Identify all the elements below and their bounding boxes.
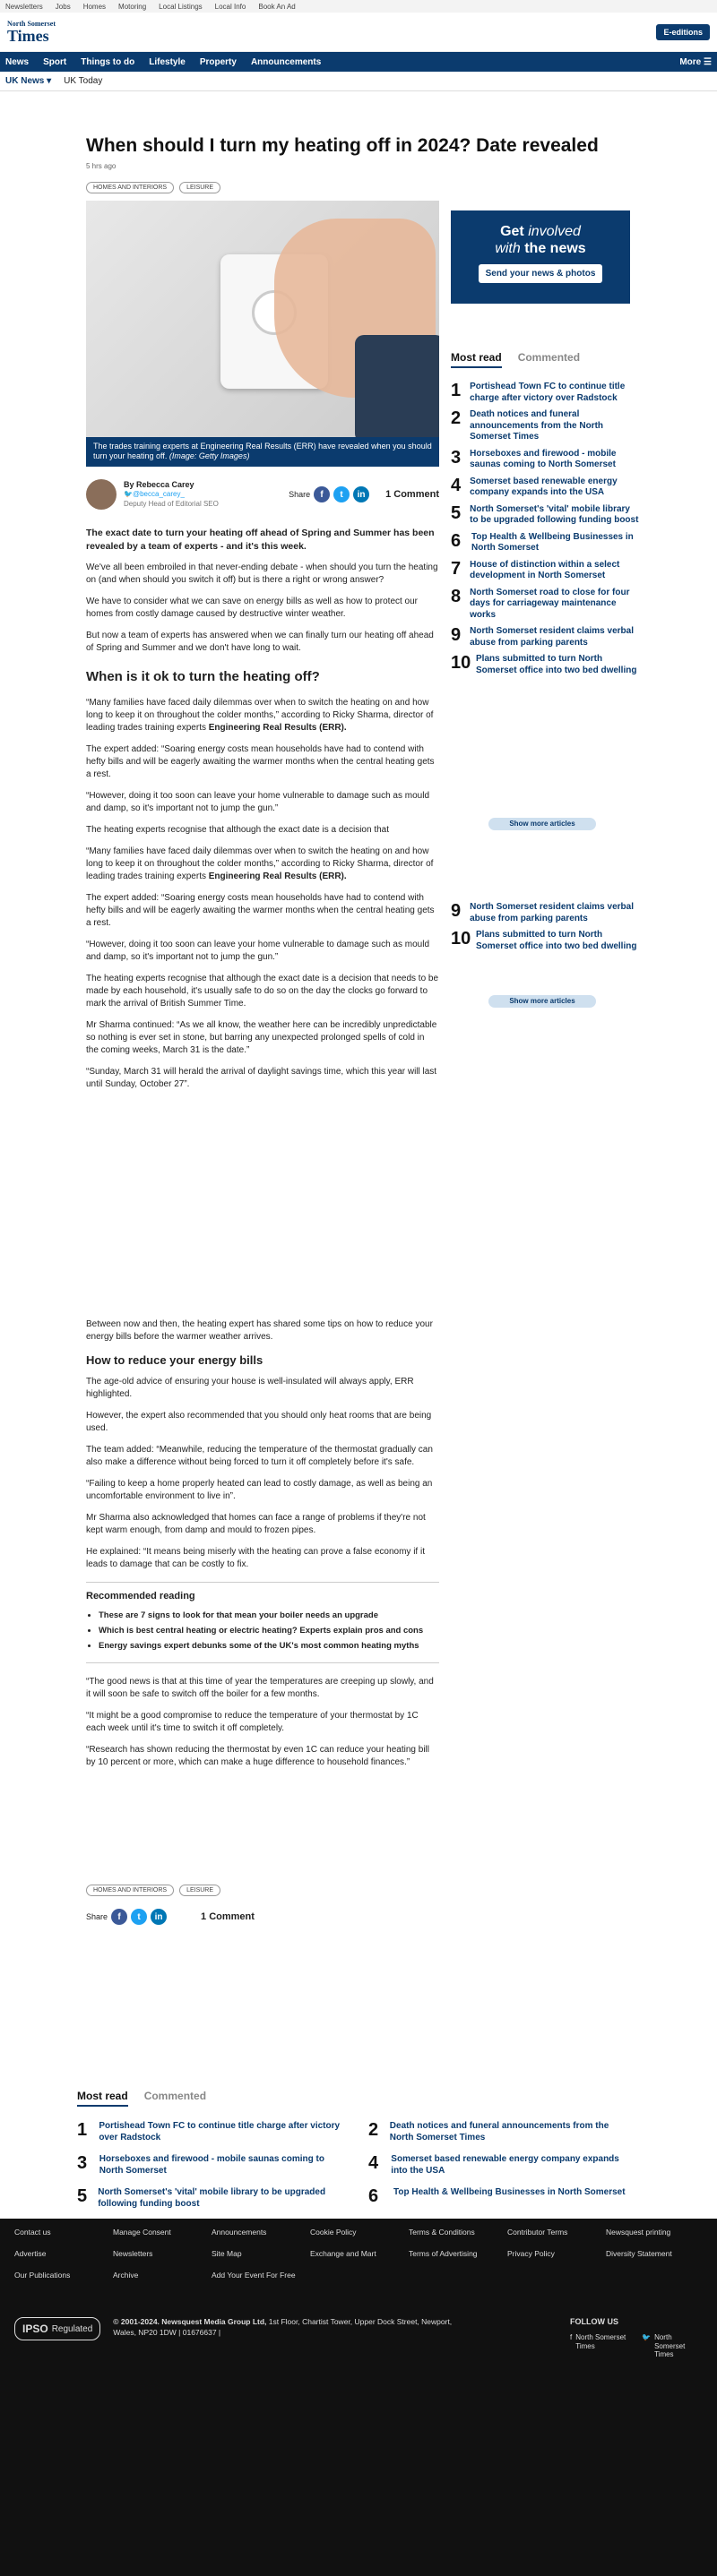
rank: 3 <box>77 2153 88 2173</box>
headline-link[interactable]: Death notices and funeral announcements from the North Somerset Times <box>470 409 604 442</box>
paragraph: But now a team of experts has answered when we can finally turn our heating off ahead of Spring and Summer and we don't have long to wait. <box>86 631 434 654</box>
facebook-share-icon[interactable]: f <box>314 486 330 502</box>
rank: 1 <box>451 381 462 400</box>
recommended-link[interactable]: Which is best central heating or electric heating? Experts explain pros and cons <box>99 1625 424 1636</box>
article-lead: The exact date to turn your heating off ahead of Spring and Summer has been revealed by a team of experts - and it's this week. <box>86 528 435 552</box>
tab-most-read[interactable]: Most read <box>451 351 502 368</box>
list-item[interactable] <box>451 930 639 952</box>
linkedin-share-icon[interactable]: in <box>151 1909 167 1925</box>
paragraph: “Research has shown reducing the thermostat by even 1C can reduce your heating bill by 10 percent or more, which can make a huge difference to household finances.” <box>86 1745 429 1768</box>
bottom-most-read <box>77 2090 633 2215</box>
list-item[interactable] <box>451 532 639 554</box>
paragraph: Mr Sharma continued: “As we all know, the weather here can be incredibly unpredictable so nothing is ever set in stone, but barring any unexpected prolonged spells of cold in the coming weeks, March 31 is the date.” <box>86 1020 437 1056</box>
promo-word: involved <box>528 224 581 239</box>
ipso-badge[interactable] <box>14 2317 100 2340</box>
article-tags-bottom <box>86 1885 220 1896</box>
nav-property[interactable]: Property <box>199 56 237 67</box>
nav-more-button[interactable] <box>679 57 712 67</box>
err-link[interactable]: Engineering Real Results (ERR). <box>208 872 347 882</box>
paragraph: However, the expert also recommended that you should only heat rooms that are being used. <box>86 1411 432 1434</box>
headline-link[interactable]: North Somerset resident claims verbal abuse from parking parents <box>470 902 634 923</box>
recommended-link[interactable]: These are 7 signs to look for that mean your boiler needs an upgrade <box>99 1610 378 1620</box>
list-item[interactable] <box>451 449 639 471</box>
footer-link[interactable]: Newsletters <box>113 2249 153 2258</box>
footer-link[interactable]: Terms of Advertising <box>409 2249 478 2258</box>
paragraph <box>86 697 439 734</box>
masthead <box>0 13 717 52</box>
linkedin-share-icon[interactable]: in <box>353 486 369 502</box>
paragraph: “However, doing it too soon can leave your home vulnerable to damage such as mould and damp, so it's important not to jump the gun.” <box>86 791 430 814</box>
headline-link[interactable]: Horseboxes and firewood - mobile saunas coming to North Somerset <box>99 2154 324 2176</box>
twitter-icon: 🐦 <box>124 490 133 499</box>
section-heading: When is it ok to turn the heating off? <box>86 669 320 685</box>
paragraph: Between now and then, the heating expert has shared some tips on how to reduce your energy bills before the warmer weather arrives. <box>86 1319 433 1342</box>
nav-sport[interactable]: Sport <box>43 56 67 67</box>
breadcrumb-uk-news[interactable] <box>5 76 51 86</box>
article-timestamp: 5 hrs ago <box>86 162 117 170</box>
breadcrumb <box>0 72 717 91</box>
topbar-jobs[interactable]: Jobs <box>55 2 71 11</box>
list-item[interactable] <box>451 626 639 648</box>
tag-leisure[interactable]: LEISURE <box>179 182 220 193</box>
share-bar <box>289 486 439 502</box>
most-read-list-sticky <box>451 902 639 957</box>
list-item[interactable] <box>451 654 639 676</box>
eeditions-button[interactable]: E-editions <box>656 24 710 40</box>
list-item[interactable] <box>451 382 639 404</box>
logo-line-1: North Somerset <box>7 19 56 28</box>
breadcrumb-uk-today[interactable]: UK Today <box>64 76 103 86</box>
footer-link[interactable]: Add Your Event For Free <box>212 2271 296 2280</box>
err-link[interactable]: Engineering Real Results (ERR). <box>208 723 347 734</box>
rank: 9 <box>451 901 462 921</box>
footer-link[interactable]: Our Publications <box>14 2271 71 2280</box>
site-footer <box>0 2219 717 2576</box>
paragraph: “It might be a good compromise to reduce the temperature of your thermostat by 1C each week until it's time to switch it off completely. <box>86 1711 419 1734</box>
show-more-button[interactable]: Show more articles <box>488 818 596 830</box>
footer-link[interactable]: Announcements <box>212 2228 267 2237</box>
headline-link[interactable]: Top Health & Wellbeing Businesses in North Somerset <box>471 531 634 553</box>
footer-link[interactable]: Terms & Conditions <box>409 2228 475 2237</box>
headline-link[interactable]: Horseboxes and firewood - mobile saunas coming to North Somerset <box>470 448 617 469</box>
tab-commented[interactable]: Commented <box>517 351 581 364</box>
headline-link[interactable]: Top Health & Wellbeing Businesses in North Somerset <box>393 2187 626 2197</box>
footer-link[interactable]: Privacy Policy <box>507 2249 555 2258</box>
rank: 10 <box>451 653 471 673</box>
tag-homes-and-interiors[interactable]: HOMES AND INTERIORS <box>86 182 174 193</box>
paragraph: The age-old advice of ensuring your house is well-insulated will always apply, ERR highlighted. <box>86 1377 414 1400</box>
footer-link[interactable]: Newsquest printing <box>606 2228 671 2237</box>
headline-link[interactable]: House of distinction within a select development in North Somerset <box>470 559 620 580</box>
ipso-label: IPSO <box>22 2323 48 2335</box>
footer-bottom <box>14 2317 704 2359</box>
rank: 5 <box>77 2186 88 2206</box>
headline-link[interactable]: Somerset based renewable energy company expands into the USA <box>391 2154 619 2176</box>
share-label: Share <box>289 490 311 499</box>
quote-text: “Many families have faced daily dilemmas over when to switch the heating on and how long to keep it on throughout the colder months,” according to Ricky Sharma, director of leading trades training experts <box>86 846 434 882</box>
nav-more-label: More <box>679 56 702 67</box>
list-item[interactable] <box>368 2121 633 2143</box>
section-heading: How to reduce your energy bills <box>86 1353 263 1367</box>
avatar[interactable] <box>86 479 117 510</box>
article-tags-top <box>86 182 220 193</box>
list-item[interactable] <box>77 2121 341 2143</box>
topbar-homes[interactable]: Homes <box>82 2 107 11</box>
copyright <box>113 2317 471 2339</box>
headline-link[interactable]: Portishead Town FC to continue title charge after victory over Radstock <box>99 2121 341 2142</box>
comments-link[interactable]: 1 Comment <box>385 489 439 500</box>
rank: 10 <box>451 929 471 949</box>
headline-link[interactable]: Death notices and funeral announcements from the North Somerset Times <box>389 2121 609 2142</box>
rank: 6 <box>451 530 462 551</box>
author-twitter-handle[interactable]: @becca_carey_ <box>132 490 185 499</box>
headline-link[interactable]: Plans submitted to turn North Somerset office into two bed dwelling <box>476 654 637 675</box>
paragraph: The expert added: “Soaring energy costs mean households have had to contend with hefty bills and will be eagerly awaiting the warmer months when the central heating gets a rest. <box>86 744 435 780</box>
topbar-newsletters[interactable]: Newsletters <box>5 2 43 11</box>
facebook-share-icon[interactable]: f <box>111 1909 127 1925</box>
list-item[interactable] <box>451 902 639 924</box>
list-item[interactable] <box>451 409 639 443</box>
most-read-tabs <box>77 2090 633 2107</box>
rank: 2 <box>368 2120 379 2140</box>
paragraph: We've all been embroiled in that never-ending debate - when should you turn the heating on (and when should you switch it off) but is there a right or wrong answer? <box>86 562 438 586</box>
list-item[interactable] <box>368 2187 633 2210</box>
footer-link[interactable]: Advertise <box>14 2249 47 2258</box>
rank: 9 <box>451 625 462 645</box>
footer-twitter-link[interactable] <box>642 2333 704 2359</box>
paragraph: The team added: “Meanwhile, reducing the temperature of the thermostat gradually can also make a difference without being forced to turn it off completely before it's safe. <box>86 1445 433 1468</box>
paragraph: We have to consider what we can save on energy bills as well as how to protect our homes from costly damage caused by destructive winter weather. <box>86 597 419 620</box>
most-read-list <box>451 382 639 682</box>
paragraph: The expert added: “Soaring energy costs mean households have had to contend with hefty bills and will be eagerly awaiting the warmer months when the central heating gets a rest. <box>86 893 435 929</box>
paragraph: “Sunday, March 31 will herald the arrival of daylight savings time, which this year will last until Sunday, October 27”. <box>86 1067 437 1090</box>
promo-word: the news <box>524 241 586 257</box>
list-item[interactable] <box>451 588 639 622</box>
tag-homes-and-interiors[interactable]: HOMES AND INTERIORS <box>86 1885 174 1896</box>
footer-link[interactable]: Contributor Terms <box>507 2228 568 2237</box>
tab-commented[interactable]: Commented <box>143 2090 207 2102</box>
topbar-local-listings[interactable]: Local Listings <box>159 2 203 11</box>
chevron-down-icon: ▾ <box>47 76 52 86</box>
main-nav <box>0 52 717 72</box>
tab-most-read[interactable]: Most read <box>77 2090 128 2107</box>
twitter-share-icon[interactable]: t <box>333 486 350 502</box>
recommended-title: Recommended reading <box>86 1591 195 1602</box>
most-read-grid <box>77 2121 633 2215</box>
list-item[interactable] <box>451 504 639 527</box>
logo-line-2: Times <box>7 26 49 45</box>
caption-credit: (Image: Getty Images) <box>168 451 250 461</box>
rank: 2 <box>451 408 462 428</box>
comments-link[interactable]: 1 Comment <box>201 1911 255 1922</box>
headline-link[interactable]: North Somerset's 'vital' mobile library to be upgraded following funding boost <box>470 503 639 525</box>
footer-link[interactable]: Contact us <box>14 2228 51 2237</box>
rank: 7 <box>451 558 462 579</box>
rank: 8 <box>451 586 462 606</box>
copyright-address: 1st Floor, Chartist Tower, Upper Dock Street, Newport, Wales, NP20 1DW | 01676637 | <box>113 2317 453 2337</box>
paragraph: He explained: “It means being miserly with the heating can prove a false economy if it leads to damage that can be costly to fix. <box>86 1547 425 1570</box>
article-title: When should I turn my heating off in 2024? Date revealed <box>86 135 599 156</box>
ipso-regulated: Regulated <box>51 2323 93 2334</box>
author-name[interactable]: By Rebecca Carey <box>124 479 194 489</box>
footer-link[interactable]: Exchange and Mart <box>310 2249 376 2258</box>
caption-text: The trades training experts at Engineering Real Results (ERR) have revealed when you should turn your heating off. <box>93 441 432 461</box>
footer-link[interactable]: Archive <box>113 2271 139 2280</box>
follow-us <box>570 2317 704 2359</box>
list-item[interactable] <box>77 2187 341 2210</box>
headline-link[interactable]: Portishead Town FC to continue title charge after victory over Radstock <box>470 382 626 403</box>
headline-link[interactable]: Plans submitted to turn North Somerset office into two bed dwelling <box>476 930 637 951</box>
rank: 1 <box>77 2120 88 2140</box>
recommended-reading <box>86 1582 439 1663</box>
list-item[interactable] <box>368 2154 633 2177</box>
share-bar-bottom <box>86 1909 255 1925</box>
footer-links <box>14 2228 704 2280</box>
rank: 6 <box>368 2186 379 2206</box>
footer-link[interactable]: Site Map <box>212 2249 242 2258</box>
image-caption <box>86 437 439 467</box>
facebook-label: North Somerset Times <box>575 2333 626 2350</box>
paragraph: “The good news is that at this time of year the temperatures are creeping up slowly, and it will soon be safe to switch off the boiler for a few months. <box>86 1677 434 1700</box>
author-role: Deputy Head of Editorial SEO <box>124 499 219 508</box>
paragraph: The heating experts recognise that although the exact date is a decision that <box>86 825 389 836</box>
tag-leisure[interactable]: LEISURE <box>179 1885 220 1896</box>
recommended-link[interactable]: Energy savings expert debunks some of the UK's most common heating myths <box>99 1641 419 1652</box>
copyright-owner: © 2001-2024. Newsquest Media Group Ltd, <box>113 2317 267 2326</box>
promo-word: with <box>495 241 521 257</box>
quote-text: “Many families have faced daily dilemmas over when to switch the heating on and how long to keep it on throughout the colder months,” according to Ricky Sharma, director of leading trades training experts <box>86 698 434 734</box>
list-item[interactable] <box>451 477 639 499</box>
news-promo <box>451 210 630 304</box>
rank: 4 <box>368 2153 379 2173</box>
topbar-motoring[interactable]: Motoring <box>118 2 147 11</box>
paragraph: The heating experts recognise that although the exact date is a decision that needs to be made by each household, it's usually safe to do so on the day the clocks go forward to mark the arrival of British Summer Time. <box>86 974 439 1009</box>
list-item[interactable] <box>77 2154 341 2177</box>
list-item[interactable] <box>451 560 639 582</box>
article-body-continued <box>86 1318 439 1778</box>
hero-image <box>86 201 439 467</box>
topbar-book-an-ad[interactable]: Book An Ad <box>258 2 296 11</box>
footer-facebook-link[interactable] <box>570 2333 627 2359</box>
headline-link[interactable]: North Somerset's 'vital' mobile library to be upgraded following funding boost <box>98 2187 326 2209</box>
topbar-local-info[interactable]: Local Info <box>214 2 246 11</box>
author-meta <box>124 480 219 509</box>
rank: 5 <box>451 502 462 523</box>
nav-lifestyle[interactable]: Lifestyle <box>149 56 186 67</box>
most-read-tabs <box>451 351 580 368</box>
rank: 3 <box>451 447 462 468</box>
rank: 4 <box>451 475 462 495</box>
twitter-icon: 🐦 <box>642 2333 652 2341</box>
nav-announcements[interactable]: Announcements <box>250 56 322 67</box>
breadcrumb-section-label: UK News <box>5 76 45 86</box>
top-utility-bar <box>0 0 717 13</box>
twitter-label: North Somerset Times <box>654 2333 686 2359</box>
promo-word: Get <box>500 224 524 239</box>
footer-link[interactable]: Cookie Policy <box>310 2228 357 2237</box>
headline-link[interactable]: Somerset based renewable energy company expands into the USA <box>470 476 618 497</box>
paragraph: Mr Sharma also acknowledged that homes can face a range of problems if they're not kept warm enough, from damp and mould to frozen pipes. <box>86 1513 426 1536</box>
paragraph: “However, doing it too soon can leave your home vulnerable to damage such as mould and damp, so it's important not to jump the gun.” <box>86 940 430 963</box>
footer-link[interactable]: Diversity Statement <box>606 2249 672 2258</box>
show-more-button[interactable]: Show more articles <box>488 995 596 1008</box>
site-logo[interactable] <box>7 21 56 44</box>
footer-link[interactable]: Manage Consent <box>113 2228 171 2237</box>
menu-icon: ☰ <box>704 56 712 67</box>
send-news-button[interactable]: Send your news & photos <box>479 264 603 283</box>
nav-things-to-do[interactable]: Things to do <box>81 56 135 67</box>
headline-link[interactable]: North Somerset resident claims verbal abuse from parking parents <box>470 626 634 648</box>
facebook-icon: f <box>570 2333 573 2341</box>
follow-heading: FOLLOW US <box>570 2317 618 2326</box>
article-body <box>86 527 439 1100</box>
nav-news[interactable]: News <box>5 56 30 67</box>
twitter-share-icon[interactable]: t <box>131 1909 147 1925</box>
share-label: Share <box>86 1912 108 1921</box>
paragraph: “Failing to keep a home properly heated can lead to costly damage, as well as being an uncomfortable environment to live in”. <box>86 1479 433 1502</box>
author-bar <box>86 476 439 513</box>
headline-link[interactable]: North Somerset road to close for four days for carriageway maintenance works <box>470 587 630 620</box>
paragraph <box>86 846 439 883</box>
